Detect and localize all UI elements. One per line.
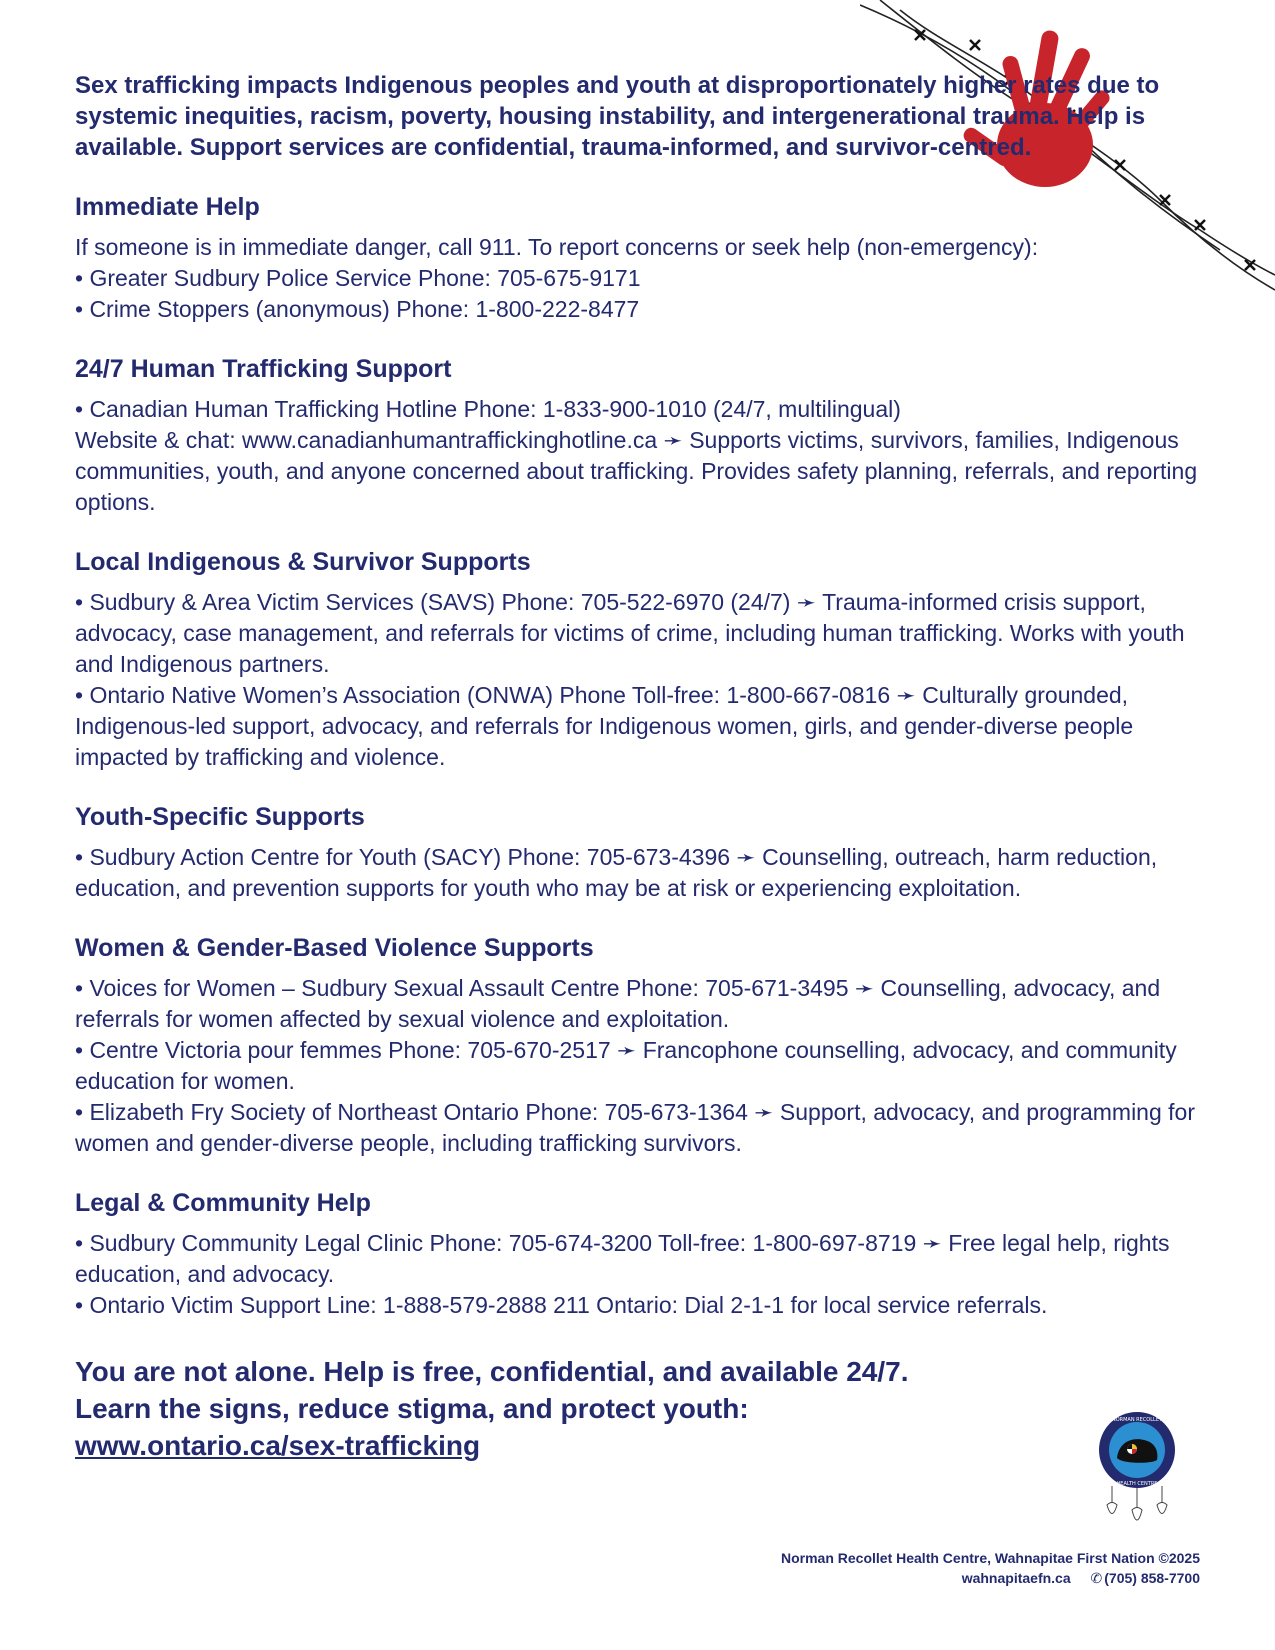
section-immediate-help	[75, 191, 1205, 325]
section-line: • Elizabeth Fry Society of Northeast Ontario Phone: 705-673-1364 ➛ Support, advocacy, and programming for women and gender-diverse people, including trafficking survivors.	[75, 1099, 1195, 1156]
section-line: • Crime Stoppers (anonymous) Phone: 1-800-222-8477	[75, 296, 640, 322]
section-line: • Greater Sudbury Police Service Phone: 705-675-9171	[75, 265, 641, 291]
closing-message	[75, 1353, 1205, 1464]
section-women-gbv-supports	[75, 932, 1205, 1159]
section-heading: Youth-Specific Supports	[75, 803, 365, 831]
section-line: • Sudbury & Area Victim Services (SAVS) Phone: 705-522-6970 (24/7) ➛ Trauma-informed crisis support, advocacy, case management, and referrals for victims of crime, including human trafficking. Works with youth and Indigenous partners.	[75, 589, 1185, 677]
health-centre-logo	[1092, 1410, 1182, 1540]
section-legal-community-help	[75, 1187, 1205, 1321]
section-line: If someone is in immediate danger, call 911. To report concerns or seek help (non-emergency):	[75, 234, 1039, 260]
section-line: Website & chat: www.canadianhumantraffickinghotline.ca ➛ Supports victims, survivors, families, Indigenous communities, youth, and anyone concerned about trafficking. Provides safety planning, referrals, and reporting options.	[75, 427, 1198, 515]
section-24-7-support	[75, 353, 1205, 518]
section-youth-supports	[75, 801, 1205, 904]
logo-text-top: NORMAN RECOLLET	[1111, 1417, 1163, 1423]
ontario-sex-trafficking-link[interactable]: www.ontario.ca/sex-trafficking	[75, 1430, 481, 1461]
document-body	[75, 70, 1205, 1464]
section-local-indigenous-supports	[75, 546, 1205, 773]
section-line: • Ontario Native Women’s Association (ONWA) Phone Toll-free: 1-800-667-0816 ➛ Culturally grounded, Indigenous-led support, advocacy, and referrals for Indigenous women, girls, and gender-diverse people impacted by trafficking and violence.	[75, 682, 1134, 770]
section-line: • Centre Victoria pour femmes Phone: 705-670-2517 ➛ Francophone counselling, advocacy, and community education for women.	[75, 1037, 1177, 1094]
section-heading: 24/7 Human Trafficking Support	[75, 355, 452, 383]
section-heading: Women & Gender-Based Violence Supports	[75, 934, 594, 962]
phone-icon: ✆	[1090, 1570, 1103, 1586]
footer-website: wahnapitaefn.ca	[961, 1570, 1071, 1586]
section-line: • Ontario Victim Support Line: 1-888-579-2888 211 Ontario: Dial 2-1-1 for local service referrals.	[75, 1292, 1048, 1318]
section-line: • Voices for Women – Sudbury Sexual Assault Centre Phone: 705-671-3495 ➛ Counselling, advocacy, and referrals for women affected by sexual violence and exploitation.	[75, 975, 1161, 1032]
section-line: • Canadian Human Trafficking Hotline Phone: 1-833-900-1010 (24/7, multilingual)	[75, 396, 901, 422]
footer	[781, 1548, 1200, 1588]
section-heading: Local Indigenous & Survivor Supports	[75, 548, 531, 576]
intro-paragraph: Sex trafficking impacts Indigenous peoples and youth at disproportionately higher rates due to systemic inequities, racism, poverty, housing instability, and intergenerational trauma. Help is available. Support services are confidential, trauma-informed, and survivor-centred.	[75, 72, 1160, 161]
section-heading: Legal & Community Help	[75, 1189, 371, 1217]
section-line: • Sudbury Community Legal Clinic Phone: 705-674-3200 Toll-free: 1-800-697-8719 ➛ Free legal help, rights education, and advocacy.	[75, 1230, 1170, 1287]
closing-line-1: You are not alone. Help is free, confidential, and available 24/7.	[75, 1356, 909, 1387]
section-line: • Sudbury Action Centre for Youth (SACY) Phone: 705-673-4396 ➛ Counselling, outreach, harm reduction, education, and prevention supports for youth who may be at risk or experiencing exploitation.	[75, 844, 1158, 901]
footer-phone: (705) 858-7700	[1104, 1570, 1200, 1586]
section-heading: Immediate Help	[75, 193, 260, 221]
logo-text-bottom: HEALTH CENTRE	[1116, 1481, 1158, 1487]
closing-line-2: Learn the signs, reduce stigma, and protect youth:	[75, 1393, 749, 1424]
footer-org: Norman Recollet Health Centre, Wahnapitae First Nation ©2025	[780, 1550, 1200, 1566]
